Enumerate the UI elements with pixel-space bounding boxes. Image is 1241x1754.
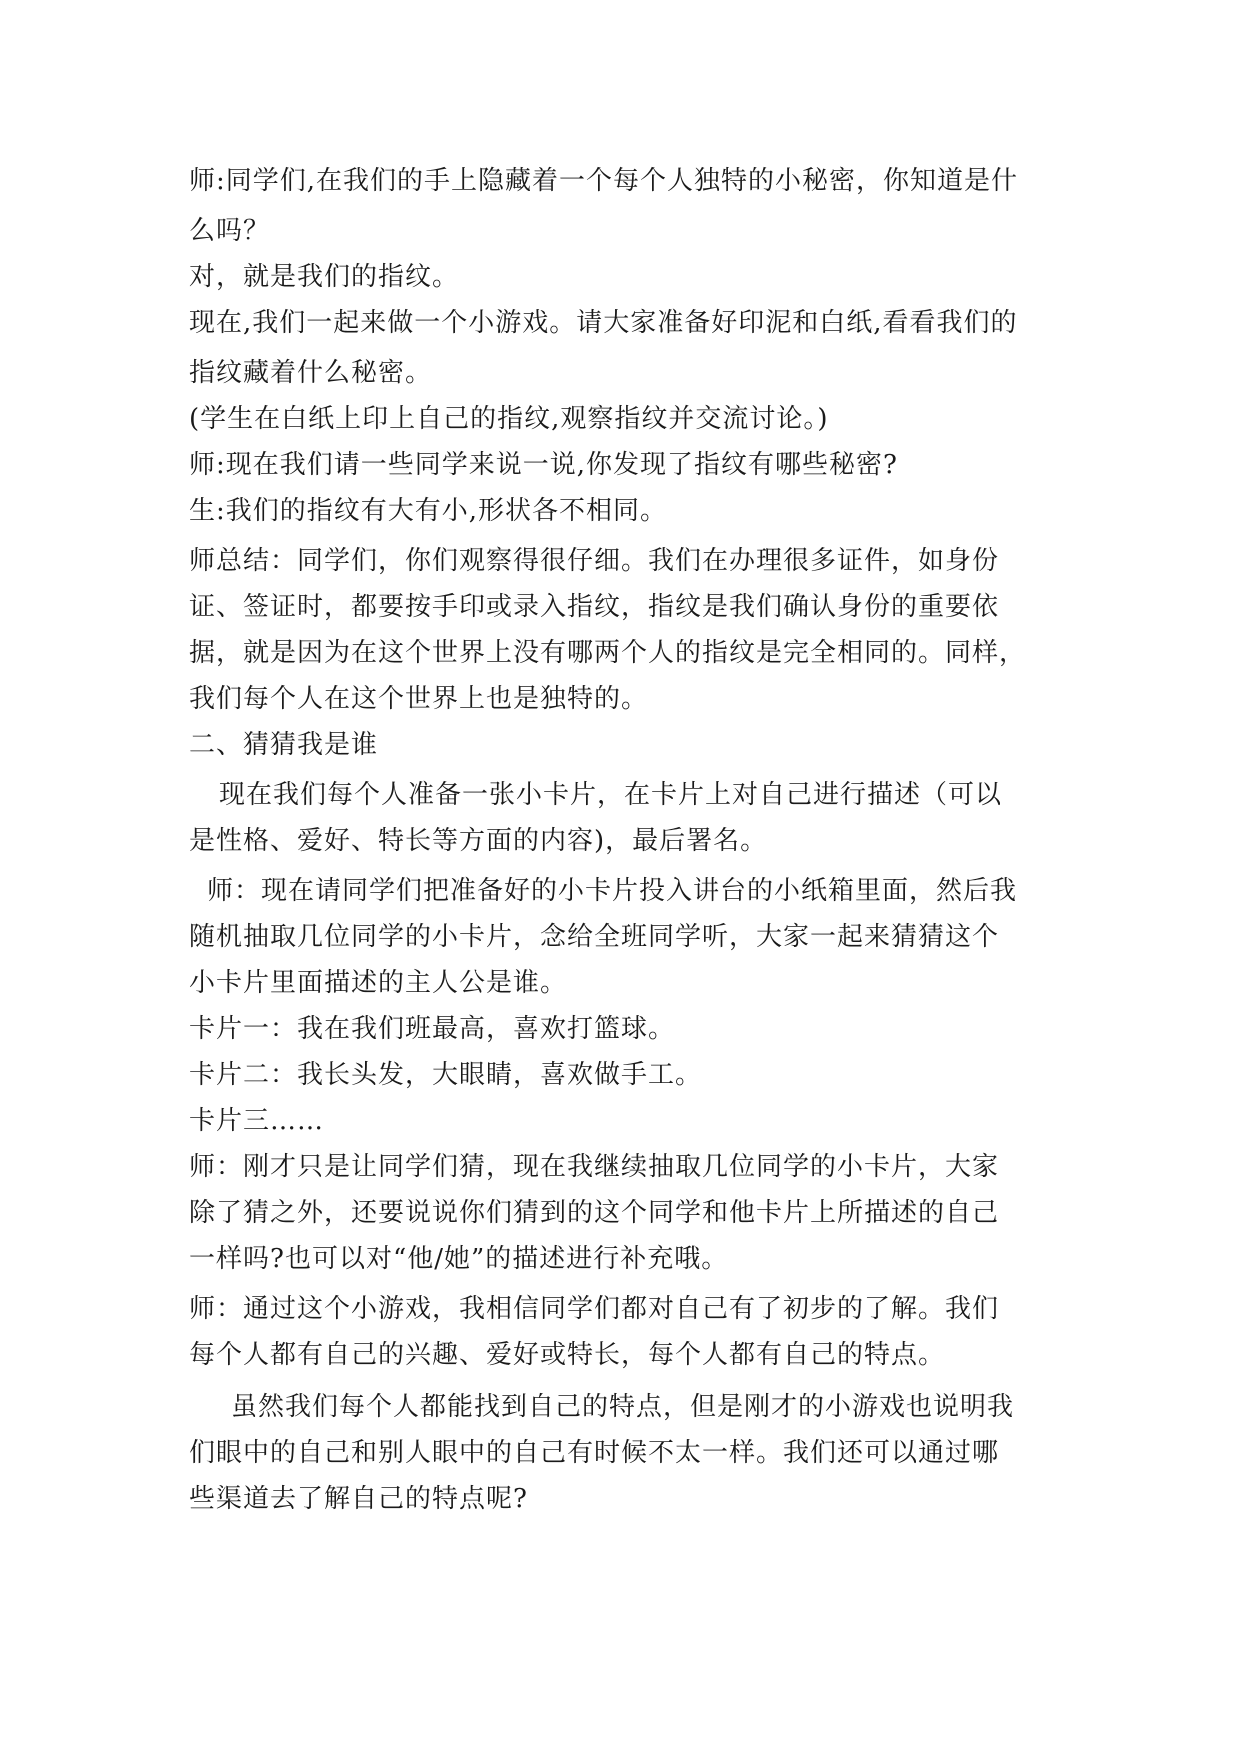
text-line: 师总结：同学们，你们观察得很仔细。我们在办理很多证件，如身份 — [189, 546, 1000, 576]
text-line: 随机抽取几位同学的小卡片，念给全班同学听，大家一起来猜猜这个 — [189, 922, 1000, 952]
paragraph-student-activity — [189, 396, 1069, 442]
paragraph-closing-question — [189, 1384, 1069, 1522]
section-heading-guess-who — [189, 722, 1069, 768]
paragraph-teacher-question — [189, 158, 1069, 254]
text-line: 据，就是因为在这个世界上没有哪两个人的指纹是完全相同的。同样， — [189, 638, 1027, 668]
paragraph-card-two — [189, 1052, 1069, 1098]
paragraph-card-instructions — [189, 772, 1069, 864]
paragraph-teacher-card-game — [189, 868, 1069, 1006]
paragraph-teacher-summary — [189, 538, 1069, 722]
text-line: 每个人都有自己的兴趣、爱好或特长，每个人都有自己的特点。 — [189, 1340, 946, 1370]
paragraph-card-three — [189, 1098, 1069, 1144]
text-line: 师：现在请同学们把准备好的小卡片投入讲台的小纸箱里面，然后我 — [207, 876, 1018, 906]
text-line: 生:我们的指纹有大有小,形状各不相同。 — [189, 496, 668, 526]
text-line: 师：通过这个小游戏，我相信同学们都对自己有了初步的了解。我们 — [189, 1294, 1000, 1324]
text-line: 卡片二：我长头发，大眼睛，喜欢做手工。 — [189, 1060, 703, 1090]
paragraph-student-reply — [189, 488, 1069, 534]
text-line: 们眼中的自己和别人眼中的自己有时候不太一样。我们还可以通过哪 — [189, 1438, 1000, 1468]
text-line: 现在我们每个人准备一张小卡片，在卡片上对自己进行描述（可以 — [219, 780, 1003, 810]
text-line: 师:现在我们请一些同学来说一说,你发现了指纹有哪些秘密? — [189, 450, 898, 480]
text-line: 卡片一：我在我们班最高，喜欢打篮球。 — [189, 1014, 676, 1044]
text-line: 小卡片里面描述的主人公是谁。 — [189, 968, 568, 998]
paragraph-answer — [189, 254, 1069, 300]
paragraph-card-one — [189, 1006, 1069, 1052]
paragraph-teacher-continue — [189, 1144, 1069, 1282]
text-line: 是性格、爱好、特长等方面的内容)，最后署名。 — [189, 826, 768, 856]
text-line: 对，就是我们的指纹。 — [189, 262, 460, 292]
paragraph-game-intro — [189, 300, 1069, 396]
text-line: 证、签证时，都要按手印或录入指纹，指纹是我们确认身份的重要依 — [189, 592, 1000, 622]
text-line: 我们每个人在这个世界上也是独特的。 — [189, 684, 649, 714]
text-line: 虽然我们每个人都能找到自己的特点，但是刚才的小游戏也说明我 — [231, 1392, 1015, 1422]
text-line: 师：刚才只是让同学们猜，现在我继续抽取几位同学的小卡片，大家 — [189, 1152, 1000, 1182]
text-line: 指纹藏着什么秘密。 — [189, 358, 433, 388]
text-line: 一样吗?也可以对“他/她”的描述进行补充哦。 — [189, 1244, 729, 1274]
text-line: 除了猜之外，还要说说你们猜到的这个同学和他卡片上所描述的自己 — [189, 1198, 1000, 1228]
document-body — [189, 158, 1069, 1522]
paragraph-teacher-prompt — [189, 442, 1069, 488]
text-line: 二、猜猜我是谁 — [189, 730, 379, 760]
paragraph-teacher-conclusion — [189, 1286, 1069, 1378]
text-line: 现在,我们一起来做一个小游戏。请大家准备好印泥和白纸,看看我们的 — [189, 308, 1018, 338]
text-line: (学生在白纸上印上自己的指纹,观察指纹并交流讨论。) — [189, 404, 829, 434]
text-line: 师:同学们,在我们的手上隐藏着一个每个人独特的小秘密，你知道是什 — [189, 166, 1019, 196]
text-line: 么吗？ — [189, 216, 271, 246]
text-line: 些渠道去了解自己的特点呢? — [189, 1484, 528, 1514]
text-line: 卡片三…… — [189, 1106, 325, 1136]
